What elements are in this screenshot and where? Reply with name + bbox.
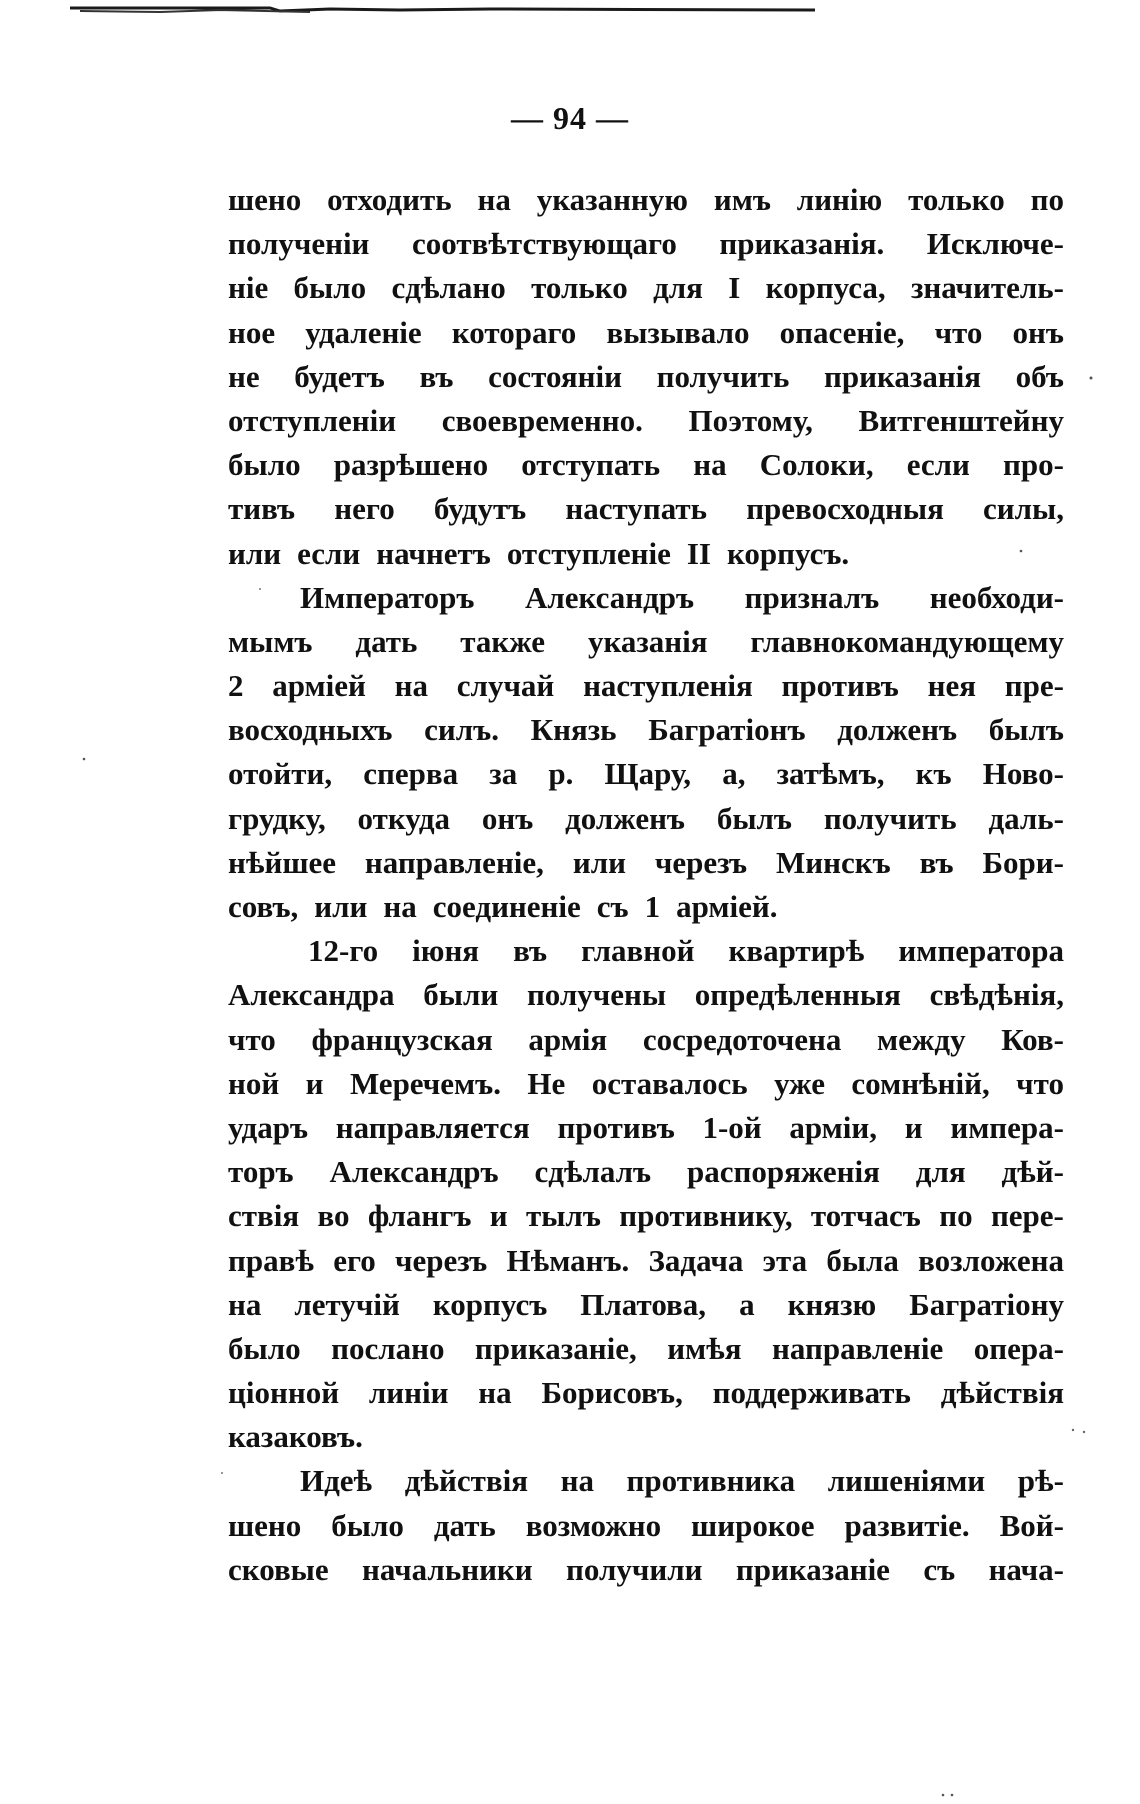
scan-edge-rule <box>70 6 815 14</box>
text-line: восходныхъ силъ. Князь Багратіонъ долженъ былъ <box>228 712 1064 748</box>
text-line: отойти, сперва за р. Щару, а, затѣмъ, къ Ново- <box>228 756 1064 792</box>
text-line: казаковъ. <box>228 1419 363 1455</box>
paragraph <box>228 929 1064 1459</box>
text-line: ціонной линіи на Борисовъ, поддерживать дѣйствія <box>228 1375 1064 1411</box>
paragraph <box>228 1459 1064 1592</box>
text-line: совъ, или на соединеніе съ 1 арміей. <box>228 889 778 924</box>
page-body-text <box>228 178 1064 1592</box>
text-line: 12-го іюня въ главной квартирѣ императора <box>308 933 1064 969</box>
text-line: мымъ дать также указанія главнокомандующему <box>228 623 1064 659</box>
text-line: сковые начальники получили приказаніе съ нача- <box>228 1551 1064 1587</box>
text-line: 2 арміей на случай наступленія противъ нея пре- <box>228 668 1064 704</box>
text-line: не будетъ въ состояніи получить приказанія объ <box>228 358 1064 394</box>
text-line: грудку, откуда онъ долженъ былъ получить даль- <box>228 800 1064 836</box>
text-line: правѣ его черезъ Нѣманъ. Задача эта была возложена <box>228 1242 1064 1278</box>
text-line: Александра были получены опредѣленныя свѣдѣнія, <box>228 977 1064 1013</box>
text-line: на летучій корпусъ Платова, а князю Багратіону <box>228 1286 1064 1322</box>
text-line: нѣйшее направленіе, или черезъ Минскъ въ Бори- <box>228 844 1064 880</box>
text-line: тивъ него будутъ наступать превосходныя силы, <box>228 491 1064 527</box>
text-line: Императоръ Александръ призналъ необходи- <box>300 579 1064 615</box>
text-line: что французская армія сосредоточена между Ков- <box>228 1021 1064 1057</box>
paragraph <box>228 576 1064 930</box>
page-number: — 94 — <box>511 100 629 136</box>
text-line: было разрѣшено отступать на Солоки, если про- <box>228 447 1064 483</box>
text-line: шено было дать возможно широкое развитіе. Вой- <box>228 1507 1064 1543</box>
text-line: или если начнетъ отступленіе II корпусъ. <box>228 535 850 571</box>
text-line: ной и Меречемъ. Не оставалось уже сомнѣній, что <box>228 1065 1064 1101</box>
text-line: торъ Александръ сдѣлалъ распоряженія для дѣй- <box>228 1154 1064 1190</box>
text-line: полученіи соотвѣтствующаго приказанія. Исключе- <box>228 226 1064 262</box>
text-line: ударъ направляется противъ 1-ой арміи, и импера- <box>228 1109 1064 1145</box>
text-line: ствія во флангъ и тылъ противнику, тотчасъ по пере- <box>228 1198 1064 1234</box>
text-line: шено отходить на указанную имъ линію только по <box>228 182 1064 217</box>
text-line: ное удаленіе котораго вызывало опасеніе, что онъ <box>228 314 1064 350</box>
text-line: отступленіи своевременно. Поэтому, Витгенштейну <box>228 402 1064 438</box>
text-line: ніе было сдѣлано только для I корпуса, значитель- <box>228 270 1064 306</box>
paragraph <box>228 178 1064 576</box>
text-line: Идеѣ дѣйствія на противника лишеніями рѣ- <box>300 1463 1064 1499</box>
text-line: было послано приказаніе, имѣя направленіе опера- <box>228 1330 1064 1366</box>
